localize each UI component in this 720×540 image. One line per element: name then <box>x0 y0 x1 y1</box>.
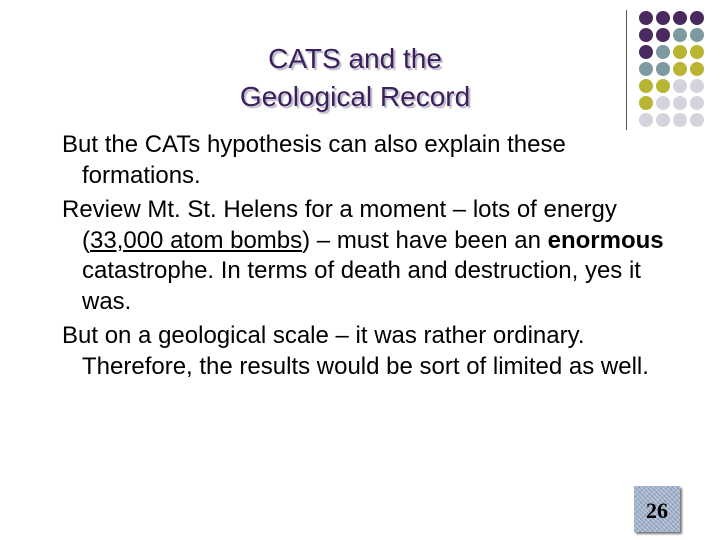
decorative-dot <box>656 62 670 76</box>
decorative-dot <box>690 11 704 25</box>
decorative-dot <box>673 96 687 110</box>
decorative-dot <box>656 28 670 42</box>
decorative-dot <box>690 113 704 127</box>
decorative-dot <box>639 28 653 42</box>
decorative-dot <box>639 11 653 25</box>
atom-bombs-link[interactable]: 33,000 atom bombs <box>90 226 303 254</box>
slide-title <box>150 40 560 116</box>
decorative-dot <box>656 96 670 110</box>
decorative-dot <box>690 28 704 42</box>
decorative-dot <box>656 79 670 93</box>
paragraph-2 <box>62 195 672 317</box>
decorative-dot <box>673 45 687 59</box>
decorative-dot <box>673 11 687 25</box>
decorative-dot <box>690 79 704 93</box>
decorative-dot <box>639 96 653 110</box>
paragraph-3: But on a geological scale – it was rather ordinary. Therefore, the results would be sort of limited as well. <box>62 322 649 380</box>
slide-number-badge: 26 <box>634 486 680 532</box>
decorative-dot <box>673 28 687 42</box>
decorative-dot <box>639 45 653 59</box>
title-line-1: CATS and the <box>268 43 442 74</box>
decorative-dot <box>656 11 670 25</box>
title-line-2: Geological Record <box>239 81 471 112</box>
decorative-dot <box>656 113 670 127</box>
decorative-dot <box>639 113 653 127</box>
decorative-dot <box>673 79 687 93</box>
decorative-divider <box>626 10 627 130</box>
slide-body <box>62 130 672 386</box>
decorative-dot <box>673 62 687 76</box>
decorative-dot <box>639 79 653 93</box>
emphasis-enormous: enormous <box>547 226 664 254</box>
decorative-dot <box>690 96 704 110</box>
paragraph-2-text-b: ) – must have been an <box>302 226 548 254</box>
paragraph-2-text-a: Review Mt. St. Helens for a moment – lots of energy ( <box>62 196 617 254</box>
decorative-dot <box>673 113 687 127</box>
decorative-dot <box>690 45 704 59</box>
decorative-dot <box>690 62 704 76</box>
decorative-dot <box>639 62 653 76</box>
paragraph-1: But the CATs hypothesis can also explain these formations. <box>62 131 566 189</box>
decorative-dot <box>656 45 670 59</box>
paragraph-2-text-c: catastrophe. In terms of death and destruction, yes it was. <box>82 257 641 315</box>
